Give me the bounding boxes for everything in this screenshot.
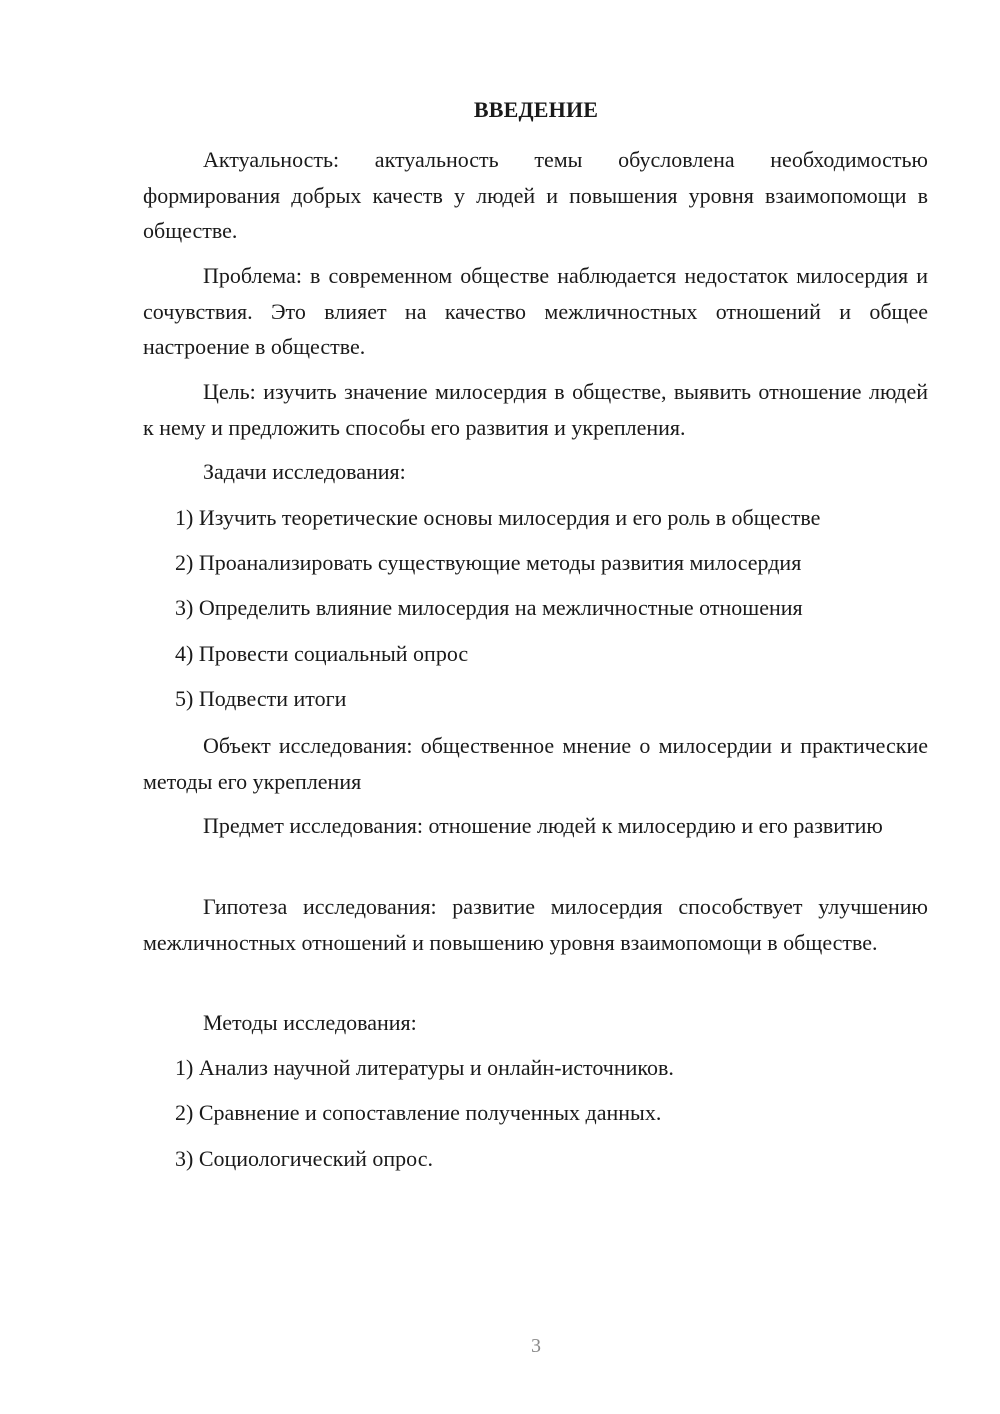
task-item-3: 3) Определить влияние милосердия на межличностные отношения	[175, 595, 803, 620]
method-item-3: 3) Социологический опрос.	[175, 1146, 433, 1171]
paragraph-problem: Проблема: в современном обществе наблюдается недостаток милосердия и сочувствия. Это влияет на качество межличностных отношений и общее настроение в обществе.	[143, 263, 928, 359]
paragraph-subject: Предмет исследования: отношение людей к милосердию и его развитию	[203, 813, 883, 838]
method-item-1: 1) Анализ научной литературы и онлайн-источников.	[175, 1055, 674, 1080]
task-item-1: 1) Изучить теоретические основы милосердия и его роль в обществе	[175, 505, 821, 530]
paragraph-relevance: Актуальность: актуальность темы обусловлена необходимостью формирования добрых качеств у людей и повышения уровня взаимопомощи в обществе.	[143, 147, 928, 243]
paragraph-methods-intro: Методы исследования:	[203, 1010, 417, 1035]
section-heading: ВВЕДЕНИЕ	[473, 97, 599, 122]
paragraph-tasks-intro: Задачи исследования:	[203, 459, 406, 484]
task-item-5: 5) Подвести итоги	[175, 686, 347, 711]
page-number: 3	[531, 1335, 541, 1357]
paragraph-hypothesis: Гипотеза исследования: развитие милосердия способствует улучшению межличностных отношений и повышению уровня взаимопомощи в обществе.	[143, 894, 928, 955]
task-item-2: 2) Проанализировать существующие методы развития милосердия	[175, 550, 802, 575]
task-item-4: 4) Провести социальный опрос	[175, 641, 469, 666]
paragraph-object: Объект исследования: общественное мнение о милосердии и практические методы его укрепления	[143, 733, 928, 794]
method-item-2: 2) Сравнение и сопоставление полученных данных.	[175, 1100, 662, 1125]
paragraph-goal: Цель: изучить значение милосердия в обществе, выявить отношение людей к нему и предложить способы его развития и укрепления.	[143, 379, 928, 440]
